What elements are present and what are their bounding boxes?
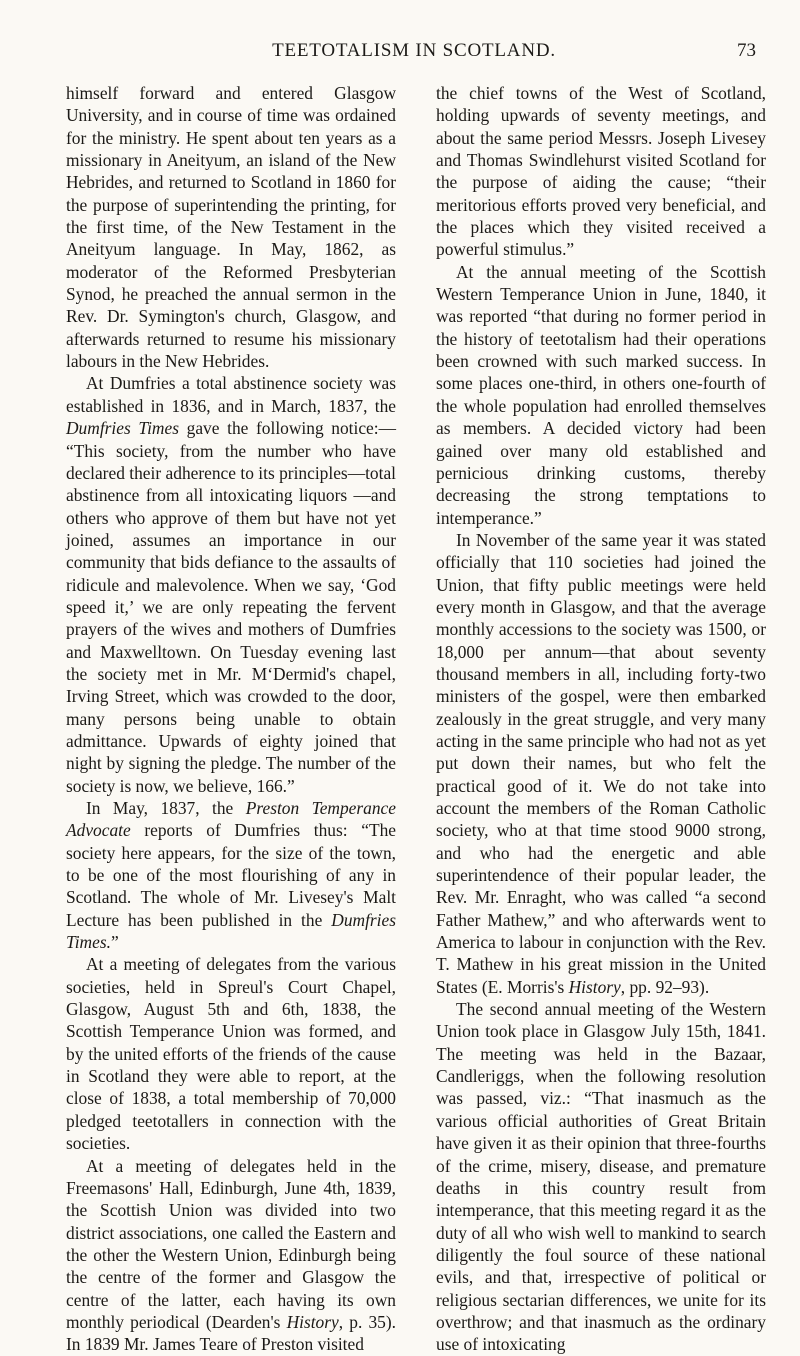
paragraph: At the annual meeting of the Scottish Western Temperance Union in June, 1840, it was reported “that during no former period in the history of teetotalism had their operations been crowned with such marked success. In some places one-third, in others one-fourth of the whole population had enrolled themselves as members. A decided victory had been gained over many old established and pernicious drinking customs, thereby decreasing the strong temptations to intemperance.” [436, 261, 766, 528]
paragraph: the chief towns of the West of Scotland, holding upwards of seventy meetings, and about the same period Messrs. Joseph Livesey and Thomas Swindlehurst visited Scotland for the purpose of aiding the cause; “their meritorious efforts proved very beneficial, and the places which they visited received a powerful stimulus.” [436, 83, 766, 260]
paragraph: At a meeting of delegates held in the Freemasons' Hall, Edinburgh, June 4th, 1839, the Scottish Union was divided into two district associations, one called the Eastern and the other the Western Union, Edinburgh being the centre of the former and Glasgow the centre of the latter, each having its own monthly periodical (Dearden's History, p. 35). In 1839 Mr. James Teare of Preston visited [66, 1155, 396, 1355]
left-column [66, 82, 396, 1356]
paragraph: In November of the same year it was stated officially that 110 societies had joined the Union, that fifty public meetings were held every month in Glasgow, and that the average monthly accessions to the society was 1500, or 18,000 per annum—that about seventy thousand members in all, including forty-two ministers of the gospel, were then embarked zealously in the great struggle, and very many acting in the same principle who had not as yet put down their names, but who felt the practical good of it. We do not take into account the members of the Roman Catholic society, who at that time stood 9000 strong, and who had the energetic and able superintendence of their popular leader, the Rev. Mr. Enraght, who was called “a second Father Mathew,” and who afterwards went to America to labour in conjunction with the Rev. T. Mathew in his great mission in the United States (E. Morris's History, pp. 92–93). [436, 529, 766, 997]
paragraph: At a meeting of delegates from the various societies, held in Spreul's Court Chapel, Glasgow, August 5th and 6th, 1838, the Scottish Temperance Union was formed, and by the united efforts of the friends of the cause in Scotland they were able to report, at the close of 1838, a total membership of 70,000 pledged teetotallers in connection with the societies. [66, 954, 396, 1154]
running-title: TEETOTALISM IN SCOTLAND. [272, 40, 556, 61]
right-column [436, 82, 766, 1356]
paragraph: himself forward and entered Glasgow University, and in course of time was ordained for the ministry. He spent about ten years as a missionary in Aneityum, an island of the New Hebrides, and returned to Scotland in 1860 for the purpose of superintending the printing, for the first time, of the New Testament in the Aneityum language. In May, 1862, as moderator of the Reformed Presbyterian Synod, he preached the annual sermon in the Rev. Dr. Symington's church, Glasgow, and afterwards returned to resume his missionary labours in the New Hebrides. [66, 83, 396, 372]
running-head [66, 40, 762, 80]
paragraph: In May, 1837, the Preston Temperance Advocate reports of Dumfries thus: “The society here appears, for the size of the town, to be one of the most flourishing of any in Scotland. The whole of Mr. Livesey's Malt Lecture has been published in the Dumfries Times.” [66, 798, 396, 953]
paragraph: At Dumfries a total abstinence society was established in 1836, and in March, 1837, the Dumfries Times gave the following notice:— “This society, from the number who have declared their adherence to its principles—total abstinence from all intoxicating liquors —and others who approve of them but have not yet joined, assumes an importance in our community that bids defiance to the assaults of ridicule and malevolence. When we say, ‘God speed it,’ we are only repeating the fervent prayers of the wives and mothers of Dumfries and Maxwelltown. On Tuesday evening last the society met in Mr. M‘Dermid's chapel, Irving Street, which was crowded to the door, many persons being unable to obtain admittance. Upwards of eighty joined that night by signing the pledge. The number of the society is now, we believe, 166.” [66, 373, 397, 796]
paragraph: The second annual meeting of the Western Union took place in Glasgow July 15th, 1841. The meeting was held in the Bazaar, Candleriggs, when the following resolution was passed, viz.: “That inasmuch as the various official authorities of Great Britain have given it as their opinion that three-fourths of the crime, misery, disease, and premature deaths in this country result from intemperance, that this meeting regard it as the duty of all who wish well to mankind to search diligently the foul source of these national evils, and that, irrespective of political or religious sectarian differences, we unite for its overthrow; and that inasmuch as the ordinary use of intoxicating [436, 999, 766, 1355]
page-number: 73 [737, 40, 756, 61]
